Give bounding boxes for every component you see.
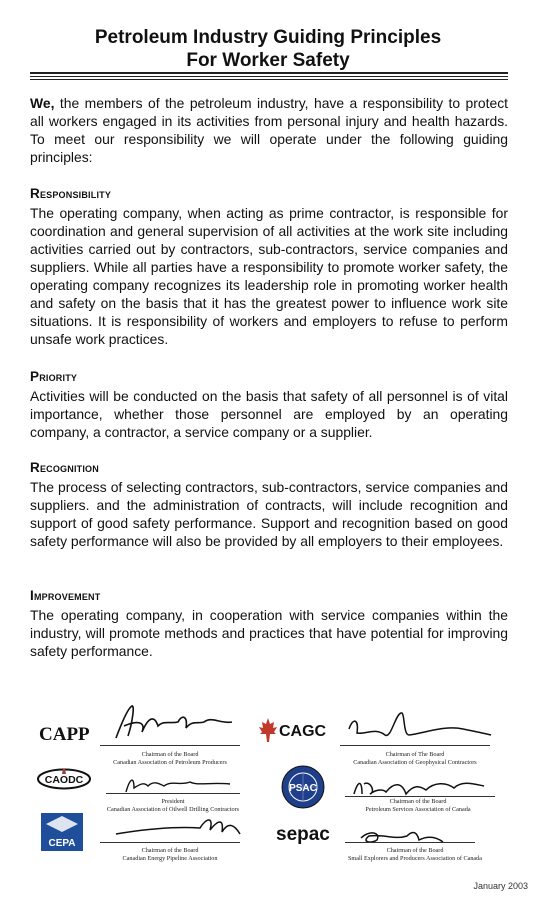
capp-signature bbox=[108, 702, 238, 744]
psac-caption-org: Petroleum Services Association of Canada bbox=[365, 805, 471, 813]
cagc-signature-line bbox=[340, 745, 490, 746]
psac-signature-line bbox=[345, 796, 495, 797]
title-rule-thin-2 bbox=[30, 79, 508, 80]
psac-logo bbox=[280, 764, 326, 810]
cepa-caption-org: Canadian Energy Pipeline Association bbox=[122, 854, 218, 862]
capp-caption-title: Chairman of the Board bbox=[141, 751, 199, 758]
sepac-caption bbox=[330, 847, 500, 862]
sepac-logo bbox=[274, 820, 338, 846]
heading-improvement: Improvement bbox=[30, 588, 101, 603]
capp-logo-text: CAPP bbox=[39, 724, 90, 744]
maple-leaf-icon bbox=[259, 718, 277, 742]
caodc-caption-title: President bbox=[161, 798, 185, 805]
cagc-caption-title: Chairman of The Board bbox=[385, 751, 445, 758]
cagc-signature bbox=[345, 705, 495, 745]
title-line-2: For Worker Safety bbox=[186, 50, 350, 71]
intro-paragraph bbox=[30, 94, 508, 166]
intro-lead: We, bbox=[30, 95, 55, 111]
text-improvement: The operating company, in cooperation with service companies within the industry, will promote methods and practices that have potential for improving safety performance. bbox=[30, 607, 508, 659]
text-priority: Activities will be conducted on the basis that safety of all personnel is of vital importance, whether those personnel are employed by an operating company, a contractor, a service company or a supplier. bbox=[30, 388, 508, 440]
caodc-logo-text: CAODC bbox=[44, 774, 84, 786]
caodc-caption bbox=[90, 798, 256, 813]
title-line-1: Petroleum Industry Guiding Principles bbox=[94, 27, 442, 48]
text-recognition: The process of selecting contractors, sub-contractors, service companies and suppliers. and the administration of contracts, will include recognition and support of good safety performance. Support and recognition based on good safety performance will also be provided by all employers to their employees. bbox=[30, 479, 508, 549]
capp-signature-line bbox=[100, 745, 240, 746]
title-rule-thick bbox=[30, 72, 508, 74]
cagc-caption bbox=[332, 751, 498, 766]
heading-priority: Priority bbox=[30, 369, 78, 384]
intro-text: the members of the petroleum industry, have a responsibility to protect all workers engaged in its activities from personal injury and health hazards. To meet our responsibility we will operate under the following guiding principles: bbox=[30, 95, 508, 165]
heading-recognition: Recognition bbox=[30, 460, 99, 475]
psac-logo-text: PSAC bbox=[289, 783, 317, 794]
capp-logo bbox=[38, 722, 94, 744]
psac-caption-title: Chairman of the Board bbox=[389, 798, 447, 805]
heading-responsibility: Responsibility bbox=[30, 186, 112, 201]
cagc-logo bbox=[258, 716, 336, 744]
sepac-logo-text: sepac bbox=[276, 824, 330, 845]
sepac-signature-line bbox=[345, 842, 475, 843]
cepa-signature-line bbox=[100, 842, 240, 843]
cepa-signature bbox=[110, 812, 250, 842]
cepa-caption-title: Chairman of the Board bbox=[141, 847, 199, 854]
document-title bbox=[30, 26, 506, 72]
cepa-logo bbox=[40, 812, 84, 852]
capp-caption-org: Canadian Association of Petroleum Producers bbox=[113, 758, 227, 766]
text-responsibility: The operating company, when acting as prime contractor, is responsible for coordination and general supervision of all activities at the work site including activities carried out by contractors, sub-contractors, service companies and suppliers. While all parties have a responsibility to promote worker safety, the operating company recognizes its leadership role in promoting worker health and safety on the basis that it has the greatest power to influence work site situations. It is responsibility of workers and employers to refuse to perform unsafe work practices. bbox=[30, 205, 508, 347]
cagc-caption-org: Canadian Association of Geophysical Contractors bbox=[353, 758, 477, 766]
capp-caption bbox=[90, 751, 250, 766]
sepac-caption-org: Small Explorers and Producers Association of Canada bbox=[347, 854, 483, 862]
caodc-signature-line bbox=[106, 793, 240, 794]
cepa-caption bbox=[90, 847, 250, 862]
caodc-caption-org: Canadian Association of Oilwell Drilling Contractors bbox=[106, 805, 240, 813]
title-rule-thin-1 bbox=[30, 76, 508, 77]
document-date: January 2003 bbox=[473, 881, 528, 891]
psac-caption bbox=[335, 798, 501, 813]
caodc-logo bbox=[36, 768, 92, 790]
cagc-logo-text: CAGC bbox=[279, 723, 327, 740]
cepa-logo-text: CEPA bbox=[48, 838, 76, 849]
sepac-signature bbox=[355, 826, 475, 848]
caodc-signature bbox=[120, 772, 240, 800]
sepac-caption-title: Chairman of the Board bbox=[386, 847, 444, 854]
